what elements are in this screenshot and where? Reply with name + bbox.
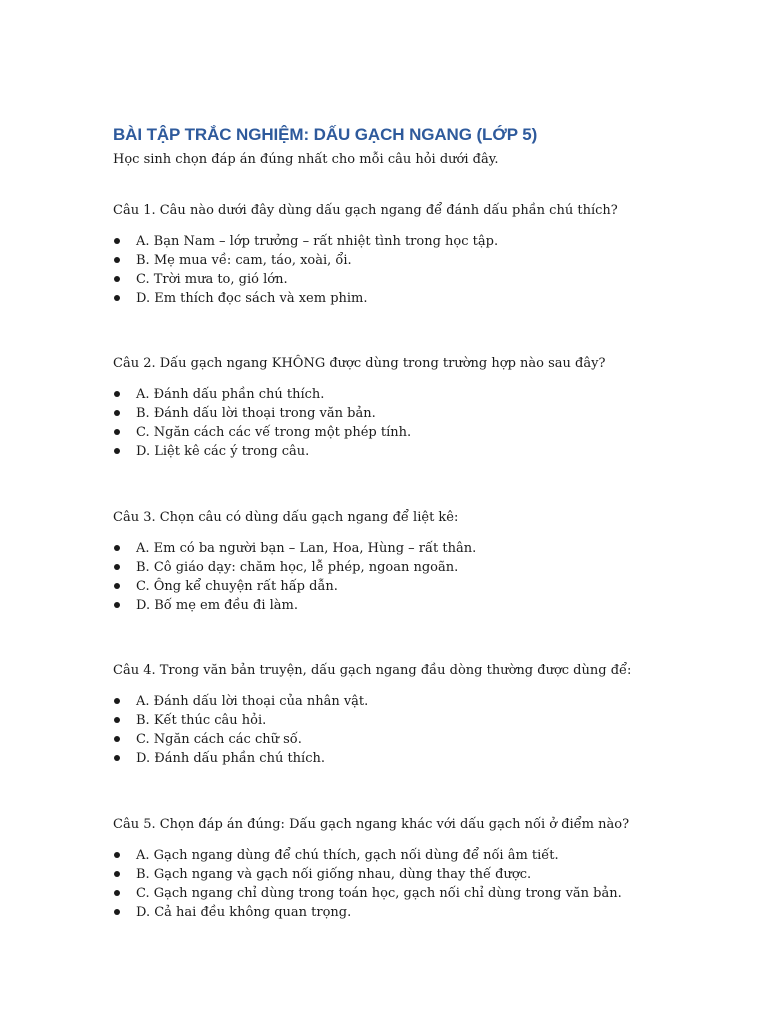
option-label: D. Liệt kê các ý trong câu. [136, 444, 310, 459]
page-title: BÀI TẬP TRẮC NGHIỆM: DẤU GẠCH NGANG (LỚP 5) [113, 125, 538, 144]
option-c [113, 270, 733, 289]
option-label: A. Đánh dấu lời thoại của nhân vật. [136, 694, 369, 709]
bullet-icon [114, 698, 120, 704]
option-list [113, 846, 733, 922]
bullet-icon [114, 257, 120, 263]
option-d [113, 442, 733, 461]
question-text: Câu 4. Trong văn bản truyện, dấu gạch ngang đầu dòng thường được dùng để: [113, 663, 632, 678]
option-label: B. Cô giáo dạy: chăm học, lễ phép, ngoan ngoãn. [136, 560, 459, 575]
bullet-icon [114, 564, 120, 570]
bullet-icon [114, 852, 120, 858]
bullet-icon [114, 448, 120, 454]
question-5 [113, 816, 733, 922]
bullet-icon [114, 755, 120, 761]
option-list [113, 539, 733, 615]
option-list [113, 692, 733, 768]
option-list [113, 385, 733, 461]
option-a [113, 539, 733, 558]
option-label: D. Cả hai đều không quan trọng. [136, 905, 352, 920]
option-list [113, 232, 733, 308]
option-label: C. Gạch ngang chỉ dùng trong toán học, gạch nối chỉ dùng trong văn bản. [136, 886, 622, 901]
option-c [113, 423, 733, 442]
bullet-icon [114, 545, 120, 551]
option-label: D. Em thích đọc sách và xem phim. [136, 291, 368, 306]
bullet-icon [114, 736, 120, 742]
option-a [113, 385, 733, 404]
question-3 [113, 509, 733, 615]
question-text: Câu 1. Câu nào dưới đây dùng dấu gạch ngang để đánh dấu phần chú thích? [113, 203, 618, 218]
option-d [113, 289, 733, 308]
option-d [113, 903, 733, 922]
option-d [113, 749, 733, 768]
option-label: B. Gạch ngang và gạch nối giống nhau, dùng thay thế được. [136, 867, 532, 882]
bullet-icon [114, 391, 120, 397]
instructions: Học sinh chọn đáp án đúng nhất cho mỗi câu hỏi dưới đây. [113, 152, 499, 167]
bullet-icon [114, 717, 120, 723]
option-label: C. Ngăn cách các chữ số. [136, 732, 302, 747]
bullet-icon [114, 410, 120, 416]
option-b [113, 404, 733, 423]
option-b [113, 711, 733, 730]
option-label: B. Mẹ mua về: cam, táo, xoài, ổi. [136, 253, 352, 268]
option-b [113, 865, 733, 884]
option-b [113, 251, 733, 270]
bullet-icon [114, 602, 120, 608]
option-a [113, 692, 733, 711]
option-label: A. Gạch ngang dùng để chú thích, gạch nối dùng để nối âm tiết. [136, 848, 559, 863]
question-1 [113, 202, 733, 308]
option-label: D. Bố mẹ em đều đi làm. [136, 598, 298, 613]
option-label: B. Đánh dấu lời thoại trong văn bản. [136, 406, 376, 421]
option-a [113, 232, 733, 251]
bullet-icon [114, 583, 120, 589]
option-c [113, 577, 733, 596]
worksheet-page [113, 124, 733, 920]
option-label: A. Bạn Nam – lớp trưởng – rất nhiệt tình trong học tập. [136, 234, 499, 249]
question-text: Câu 2. Dấu gạch ngang KHÔNG được dùng trong trường hợp nào sau đây? [113, 356, 606, 371]
option-c [113, 884, 733, 903]
option-label: D. Đánh dấu phần chú thích. [136, 751, 326, 766]
question-text: Câu 3. Chọn câu có dùng dấu gạch ngang để liệt kê: [113, 510, 459, 525]
option-label: C. Trời mưa to, gió lớn. [136, 272, 288, 287]
bullet-icon [114, 238, 120, 244]
question-2 [113, 355, 733, 461]
bullet-icon [114, 429, 120, 435]
option-label: A. Đánh dấu phần chú thích. [136, 387, 325, 402]
bullet-icon [114, 871, 120, 877]
option-label: C. Ngăn cách các vế trong một phép tính. [136, 425, 412, 440]
option-a [113, 846, 733, 865]
option-c [113, 730, 733, 749]
option-label: C. Ông kể chuyện rất hấp dẫn. [136, 579, 338, 594]
bullet-icon [114, 890, 120, 896]
question-4 [113, 662, 733, 768]
bullet-icon [114, 276, 120, 282]
option-b [113, 558, 733, 577]
option-label: B. Kết thúc câu hỏi. [136, 713, 267, 728]
bullet-icon [114, 295, 120, 301]
option-d [113, 596, 733, 615]
option-label: A. Em có ba người bạn – Lan, Hoa, Hùng – rất thân. [136, 541, 477, 556]
question-text: Câu 5. Chọn đáp án đúng: Dấu gạch ngang khác với dấu gạch nối ở điểm nào? [113, 817, 630, 832]
bullet-icon [114, 909, 120, 915]
